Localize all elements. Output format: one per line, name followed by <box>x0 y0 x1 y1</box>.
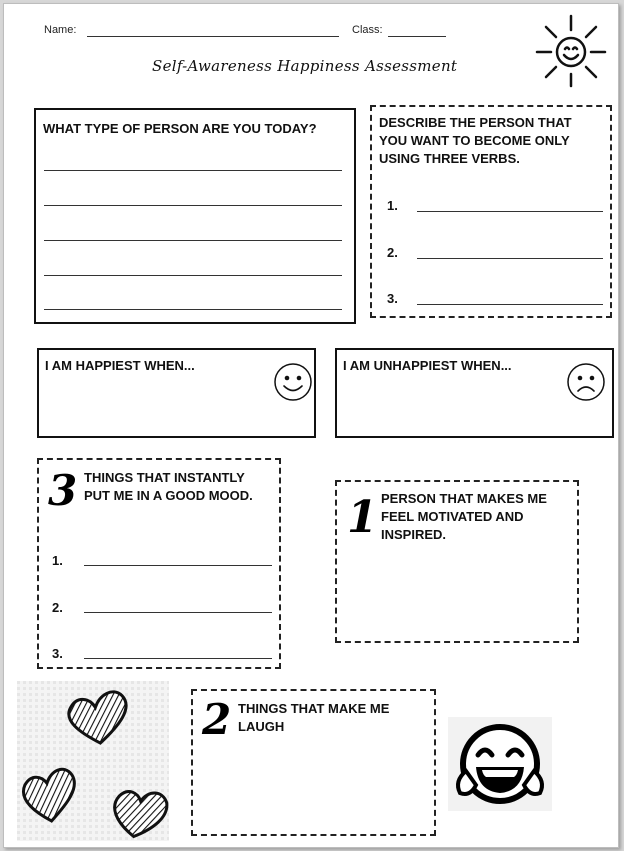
answer-line[interactable] <box>84 658 272 659</box>
list-number: 3. <box>52 646 63 661</box>
worksheet-page <box>3 3 619 848</box>
one-person-box[interactable] <box>335 480 579 643</box>
describe-person-box[interactable] <box>370 105 612 318</box>
unhappiest-box[interactable] <box>335 348 614 438</box>
big-number-2: 2 <box>202 695 232 744</box>
name-field-line[interactable] <box>87 36 339 37</box>
laughing-emoji-icon <box>448 717 552 811</box>
answer-line[interactable] <box>84 612 272 613</box>
class-field-line[interactable] <box>388 36 446 37</box>
sun-icon <box>534 12 608 88</box>
answer-line[interactable] <box>44 170 342 171</box>
name-label: Name: <box>44 24 77 36</box>
list-number: 1. <box>52 553 63 568</box>
person-today-heading: WHAT TYPE OF PERSON ARE YOU TODAY? <box>43 121 317 136</box>
answer-line[interactable] <box>417 304 603 305</box>
sad-face-icon <box>566 362 606 402</box>
answer-line[interactable] <box>44 275 342 276</box>
two-things-box[interactable] <box>191 689 436 836</box>
answer-line[interactable] <box>44 309 342 310</box>
three-things-heading: THINGS THAT INSTANTLY PUT ME IN A GOOD MOOD. <box>84 470 253 503</box>
unhappiest-heading: I AM UNHAPPIEST WHEN... <box>343 358 512 373</box>
answer-line[interactable] <box>44 205 342 206</box>
big-number-1: 1 <box>347 492 378 543</box>
three-things-box[interactable] <box>37 458 281 669</box>
happiest-heading: I AM HAPPIEST WHEN... <box>45 358 195 373</box>
class-label: Class: <box>352 24 383 36</box>
answer-line[interactable] <box>84 565 272 566</box>
hearts-icon <box>17 681 169 841</box>
one-person-heading: PERSON THAT MAKES ME FEEL MOTIVATED AND INSPIRED. <box>381 491 547 542</box>
hearts-image <box>17 681 169 841</box>
person-today-box[interactable] <box>34 108 356 324</box>
happiest-box[interactable] <box>37 348 316 438</box>
describe-person-heading: DESCRIBE THE PERSON THAT YOU WANT TO BECOME ONLY USING THREE VERBS. <box>379 115 572 166</box>
big-number-3: 3 <box>48 466 78 515</box>
list-number: 1. <box>387 198 398 213</box>
two-things-heading: THINGS THAT MAKE ME LAUGH <box>238 701 390 734</box>
list-number: 2. <box>52 600 63 615</box>
list-number: 3. <box>387 291 398 306</box>
answer-line[interactable] <box>417 211 603 212</box>
list-number: 2. <box>387 245 398 260</box>
smiley-face-icon <box>273 362 313 402</box>
answer-line[interactable] <box>44 240 342 241</box>
page-title: Self-Awareness Happiness Assessment <box>152 57 458 75</box>
answer-line[interactable] <box>417 258 603 259</box>
